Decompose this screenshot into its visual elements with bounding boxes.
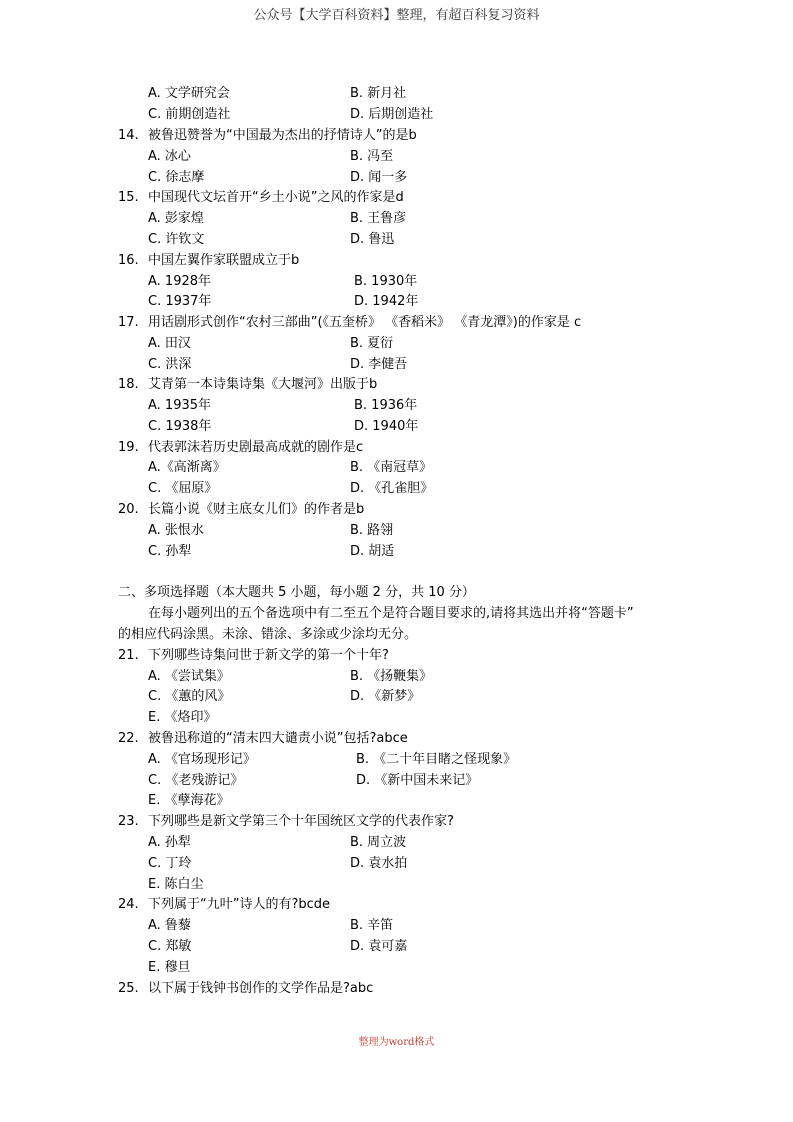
question-20 bbox=[118, 500, 364, 520]
question-text: 长篇小说《财主底女儿们》的作者是b bbox=[148, 502, 365, 517]
options-row bbox=[0, 833, 793, 853]
options-row bbox=[0, 542, 793, 562]
options-row bbox=[0, 230, 793, 250]
option-e: E. 穆旦 bbox=[148, 960, 191, 975]
question-number: 23. bbox=[118, 814, 139, 829]
option-c: C. 前期创造社 bbox=[148, 107, 231, 122]
option-d: D. 袁水拍 bbox=[350, 856, 408, 871]
question-text: 下列属于“九叶”诗人的有?bcde bbox=[148, 897, 331, 912]
option-d: D. 《新梦》 bbox=[350, 689, 421, 704]
option-a: A. 1928年 bbox=[148, 274, 212, 289]
question-22 bbox=[118, 729, 408, 749]
question-23 bbox=[118, 812, 454, 832]
option-b: B. 1936年 bbox=[354, 398, 418, 413]
question-number: 24. bbox=[118, 897, 139, 912]
option-c: C. 郑敏 bbox=[148, 939, 192, 954]
option-b: B. 新月社 bbox=[350, 86, 407, 101]
question-text: 艾青第一本诗集诗集《大堰河》出版于b bbox=[148, 377, 378, 392]
option-c: C. 许钦文 bbox=[148, 232, 205, 247]
options-row bbox=[0, 750, 793, 770]
options-row bbox=[0, 958, 793, 978]
option-d: D. 1940年 bbox=[354, 419, 419, 434]
option-b: B. 《二十年目睹之怪现象》 bbox=[356, 752, 517, 767]
question-text: 被鲁迅赞誉为“中国最为杰出的抒情诗人”的是b bbox=[148, 128, 417, 143]
question-text: 代表郭沫若历史剧最高成就的剧作是c bbox=[148, 440, 364, 455]
option-c: C. 洪深 bbox=[148, 357, 192, 372]
option-d: D. 胡适 bbox=[350, 544, 395, 559]
options-row bbox=[0, 292, 793, 312]
option-b: B. 《南冠草》 bbox=[350, 460, 433, 475]
question-text: 中国现代文坛首开“乡土小说”之风的作家是d bbox=[148, 190, 404, 205]
option-d: D. 李健吾 bbox=[350, 357, 408, 372]
option-b: B. 王鲁彦 bbox=[350, 211, 407, 226]
option-c: C. 1937年 bbox=[148, 294, 212, 309]
question-text: 被鲁迅称道的“清末四大谴责小说”包括?abce bbox=[148, 731, 408, 746]
options-row bbox=[0, 708, 793, 728]
instructions-text: 在每小题列出的五个备选项中有二至五个是符合题目要求的,请将其选出并将“答题卡” bbox=[148, 606, 634, 621]
option-a: A. 彭家煌 bbox=[148, 211, 204, 226]
option-e: E. 《烙印》 bbox=[148, 710, 217, 725]
option-a: A. 《尝试集》 bbox=[148, 669, 230, 684]
question-number: 20. bbox=[118, 502, 139, 517]
question-16 bbox=[118, 251, 299, 271]
option-b: B. 1930年 bbox=[354, 274, 418, 289]
instructions-text-cont: 的相应代码涂黑。未涂、错涂、多涂或少涂均无分。 bbox=[118, 627, 418, 642]
options-row bbox=[0, 396, 793, 416]
question-number: 21. bbox=[118, 648, 139, 663]
options-row bbox=[0, 209, 793, 229]
question-number: 14. bbox=[118, 128, 139, 143]
question-number: 18. bbox=[118, 377, 139, 392]
page-header: 公众号【大学百科资料】整理，有超百科复习资料 bbox=[253, 8, 540, 23]
options-row bbox=[0, 84, 793, 104]
question-text: 下列哪些诗集问世于新文学的第一个十年? bbox=[148, 648, 389, 663]
option-c: C. 1938年 bbox=[148, 419, 212, 434]
option-d: D. 后期创造社 bbox=[350, 107, 434, 122]
question-text: 下列哪些是新文学第三个十年国统区文学的代表作家? bbox=[148, 814, 454, 829]
question-number: 15. bbox=[118, 190, 139, 205]
options-row bbox=[0, 458, 793, 478]
option-e: E. 《孽海花》 bbox=[148, 793, 230, 808]
option-b: B. 《扬鞭集》 bbox=[350, 669, 433, 684]
question-number: 22. bbox=[118, 731, 139, 746]
option-d: D. 《孔雀胆》 bbox=[350, 481, 434, 496]
question-text: 以下属于钱钟书创作的文学作品是?abc bbox=[148, 981, 374, 996]
option-d: D. 袁可嘉 bbox=[350, 939, 408, 954]
question-24 bbox=[118, 895, 330, 915]
options-row bbox=[0, 854, 793, 874]
options-row bbox=[0, 272, 793, 292]
option-a: A. 1935年 bbox=[148, 398, 212, 413]
option-a: A. 孙犁 bbox=[148, 835, 191, 850]
question-19 bbox=[118, 438, 363, 458]
options-row bbox=[0, 479, 793, 499]
question-14 bbox=[118, 126, 417, 146]
option-d: D. 鲁迅 bbox=[350, 232, 395, 247]
options-row bbox=[0, 791, 793, 811]
options-row bbox=[0, 937, 793, 957]
option-a: A. 张恨水 bbox=[148, 523, 204, 538]
option-a: A. 鲁藜 bbox=[148, 918, 191, 933]
question-25 bbox=[118, 979, 373, 999]
option-b: B. 冯至 bbox=[350, 149, 394, 164]
option-c: C. 孙犁 bbox=[148, 544, 192, 559]
options-row bbox=[0, 147, 793, 167]
options-row bbox=[0, 521, 793, 541]
option-c: C. 徐志摩 bbox=[148, 170, 205, 185]
option-a: A. 文学研究会 bbox=[148, 86, 230, 101]
options-row bbox=[0, 168, 793, 188]
option-a: A. 冰心 bbox=[148, 149, 191, 164]
question-number: 19. bbox=[118, 440, 139, 455]
option-c: C. 丁玲 bbox=[148, 856, 192, 871]
question-text: 中国左翼作家联盟成立于b bbox=[148, 253, 300, 268]
section-heading: 二、多项选择题（本大题共 5 小题，每小题 2 分，共 10 分） bbox=[118, 585, 475, 600]
options-row bbox=[0, 687, 793, 707]
options-row bbox=[0, 105, 793, 125]
question-18 bbox=[118, 375, 377, 395]
option-b: B. 夏衍 bbox=[350, 336, 394, 351]
options-row bbox=[0, 355, 793, 375]
option-a: A. 《官场现形记》 bbox=[148, 752, 256, 767]
options-row bbox=[0, 417, 793, 437]
option-d: D. 《新中国未来记》 bbox=[356, 773, 479, 788]
options-row bbox=[0, 875, 793, 895]
question-17 bbox=[118, 313, 581, 333]
options-row bbox=[0, 334, 793, 354]
option-b: B. 辛笛 bbox=[350, 918, 394, 933]
question-15 bbox=[118, 188, 404, 208]
option-b: B. 周立波 bbox=[350, 835, 407, 850]
question-21 bbox=[118, 646, 389, 666]
option-e: E. 陈白尘 bbox=[148, 877, 204, 892]
question-number: 16. bbox=[118, 253, 139, 268]
options-row bbox=[0, 667, 793, 687]
option-d: D. 闻一多 bbox=[350, 170, 408, 185]
option-d: D. 1942年 bbox=[354, 294, 419, 309]
option-c: C. 《老残游记》 bbox=[148, 773, 244, 788]
option-b: B. 路翎 bbox=[350, 523, 394, 538]
question-number: 17. bbox=[118, 315, 139, 330]
option-a: A. 田汉 bbox=[148, 336, 191, 351]
options-row bbox=[0, 771, 793, 791]
question-text: 用话剧形式创作“农村三部曲”(《五奎桥》 《香稻米》 《青龙潭》)的作家是 c bbox=[148, 315, 582, 330]
option-c: C. 《屈原》 bbox=[148, 481, 218, 496]
option-a: A.《高渐离》 bbox=[148, 460, 226, 475]
page-footer: 整理为word格式 bbox=[358, 1037, 435, 1048]
options-row bbox=[0, 916, 793, 936]
option-c: C. 《蕙的风》 bbox=[148, 689, 231, 704]
question-number: 25. bbox=[118, 981, 139, 996]
